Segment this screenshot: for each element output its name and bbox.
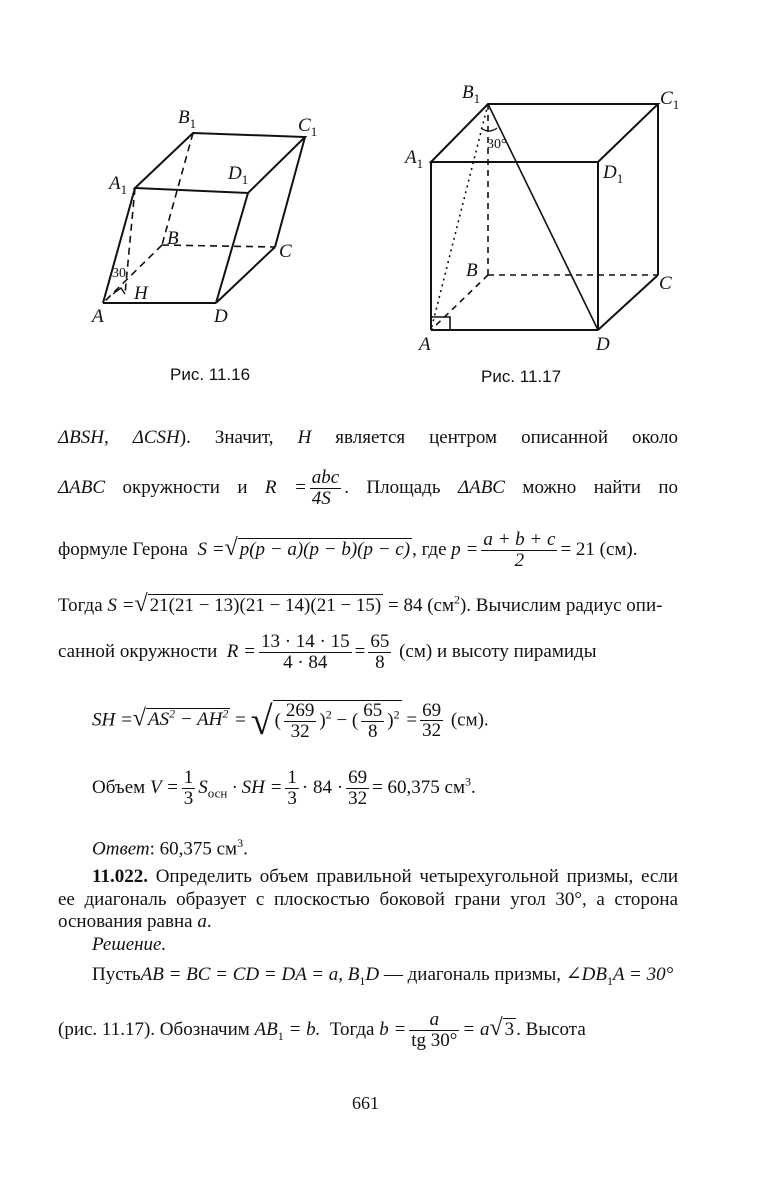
fraction-69-32: $\frac{69}{32}$ bbox=[422, 699, 442, 742]
text-line-2: ΔABC окружности и R = $\frac{\text{abc}}{4S}$ . Площадь ΔABC можно найти по bbox=[58, 467, 679, 509]
figure-11-16 bbox=[103, 133, 305, 303]
fig2-label-C1: $C_1$ bbox=[660, 88, 680, 112]
text-line-1: ΔBSH, ΔCSH). Значит, H является центром описанной около bbox=[58, 427, 678, 448]
fraction-269-32: $\frac{269}{32}$ bbox=[285, 700, 315, 742]
fig1-label-A1: $A_1$ bbox=[109, 173, 128, 197]
page-number: 661 bbox=[352, 1093, 379, 1113]
fig1-label-C1: $C_1$ bbox=[298, 115, 318, 139]
text-line-7: Объем V = $\frac{1}{3}$ $S_{осн}$ · SH = $\frac{1}{3}$ · 84 · $\frac{69}{32}$ = 60,375 $см^3$. bbox=[92, 767, 476, 809]
fig1-label-C: C bbox=[279, 241, 292, 262]
fig2-label-D1: $D_1$ bbox=[603, 162, 624, 186]
fraction-one-third: $\frac{1}{3}$ bbox=[183, 767, 194, 809]
fig1-angle: 30 bbox=[112, 266, 126, 281]
text-line-4: Тогда S =√ 21(21 − 13)(21 − 14)(21 − 15) = 84 $(см^2)$. Вычислим радиус опи- bbox=[58, 591, 663, 617]
text-line-6: SH =√ $AS^2 - AH^2$ = √ ( $\frac{269}{32}$ )$^2$ − ( $\frac{65}{8}$ )$^2$ = $\frac{69}{32}$ (см). bbox=[92, 697, 489, 743]
fraction-a-tg30: $\frac{a}{tg 30^\circ}$ bbox=[411, 1009, 458, 1051]
figure-11-17 bbox=[431, 104, 658, 330]
fraction-65-8: $\frac{65}{8}$ bbox=[370, 631, 390, 673]
figures bbox=[0, 0, 766, 400]
fig1-label-B: B bbox=[167, 228, 179, 249]
fig2-label-A: A bbox=[419, 334, 431, 355]
fig2-label-B1: $B_1$ bbox=[462, 82, 481, 106]
text-line-3: формуле Герона S =√ p(p − a)(p − b)(p − c) , где p = $\frac{a + b + c}{2}$ = 21 (см). bbox=[58, 529, 638, 571]
fig1-label-H: H bbox=[134, 283, 148, 304]
fig2-label-B: B bbox=[466, 260, 478, 281]
fig1-label-D: D bbox=[214, 306, 228, 327]
fig2-label-A1: $A_1$ bbox=[405, 147, 424, 171]
solution-heading: Решение. bbox=[92, 934, 167, 955]
text-line-8: ПустьAB = BC = CD = DA = a, $B_1D$ — диагональ призмы, $\angle DB_1A = 30^\circ$ bbox=[92, 964, 674, 988]
problem-number: 11.022. bbox=[92, 866, 148, 887]
text-line-9: (рис. 11.17). Обозначим $AB_1 = b$. Тогда b = $\frac{a}{tg 30^\circ}$ = a√ 3 . Высота bbox=[58, 1009, 586, 1051]
text-line-5: санной окружности R = $\frac{13 \cdot 14 \cdot 15}{4 \cdot 84}$ = $\frac{65}{8}$ (см) и высоту пирамиды bbox=[58, 631, 597, 673]
fig1-label-B1: $B_1$ bbox=[178, 107, 197, 131]
fig1-label-A: A bbox=[92, 306, 104, 327]
fig1-label-D1: $D_1$ bbox=[228, 163, 249, 187]
fig1-caption: Рис. 11.16 bbox=[170, 365, 251, 384]
problem-line-3: основания равна a. bbox=[58, 911, 212, 932]
fraction-65-8-b: $\frac{65}{8}$ bbox=[363, 700, 383, 742]
fraction-semiperimeter: $\frac{a + b + c}{2}$ bbox=[483, 529, 556, 571]
fraction-one-third-b: $\frac{1}{3}$ bbox=[287, 767, 297, 809]
fraction-abc-4s: $\frac{\text{abc}}{4S}$ bbox=[311, 467, 340, 509]
fraction-radius: $\frac{13 \cdot 14 \cdot 15}{4 \cdot 84}$ bbox=[260, 631, 350, 673]
fig2-label-D: D bbox=[596, 334, 610, 355]
fraction-69-32-b: $\frac{69}{32}$ bbox=[348, 767, 368, 809]
fig2-caption: Рис. 11.17 bbox=[481, 367, 562, 386]
answer-line: Ответ: 60,375 $см^3$. bbox=[92, 836, 248, 860]
fig2-label-C: C bbox=[659, 273, 672, 294]
problem-line-2: ее диагональ образует с плоскостью боковой грани угол 30°, а сторона bbox=[58, 889, 678, 910]
problem-line-1: 11.022. Определить объем правильной четырехугольной призмы, если bbox=[92, 866, 679, 887]
fig2-angle: 30° bbox=[487, 137, 507, 152]
